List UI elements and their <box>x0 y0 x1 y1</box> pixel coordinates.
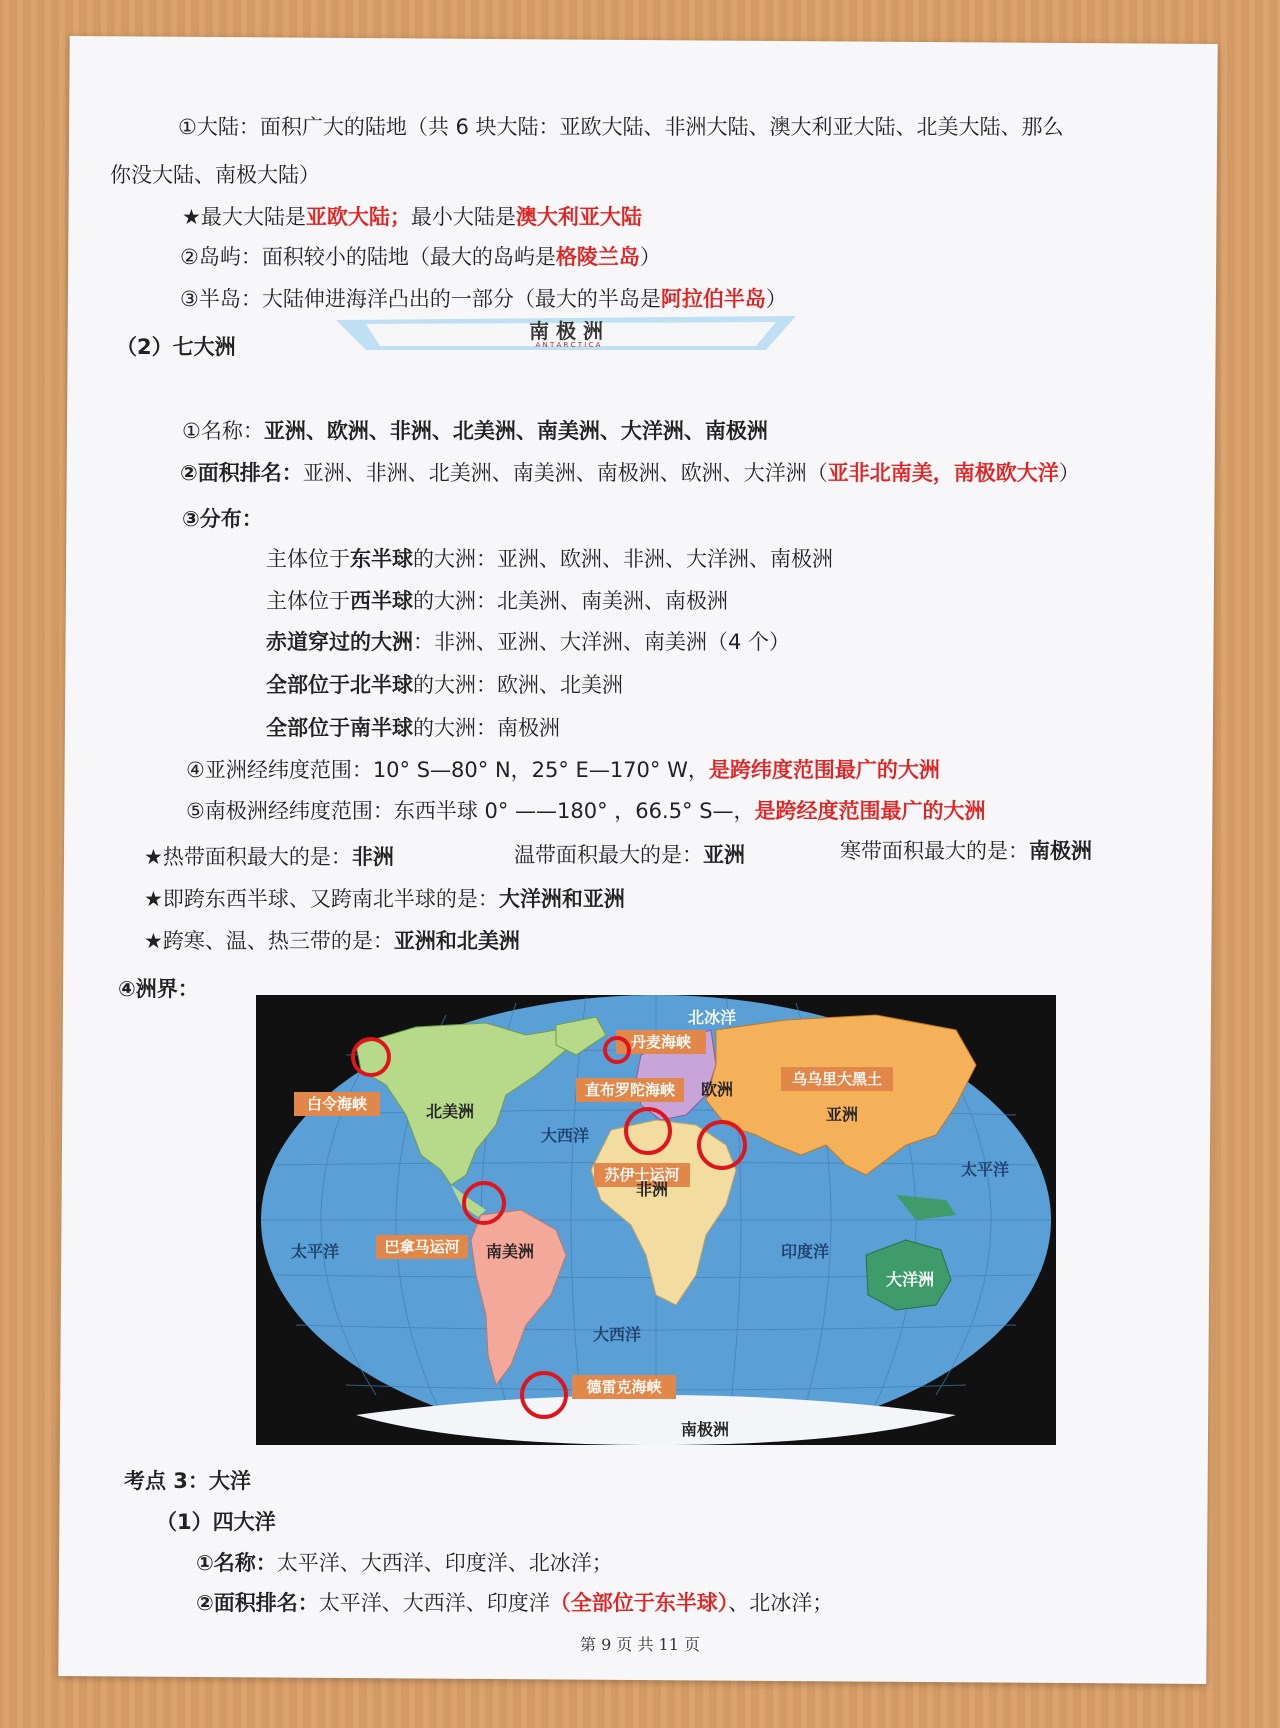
smallest-label: 最小大陆是 <box>410 205 516 229</box>
equator-b: ：非洲、亚洲、大洋洲、南美洲（4 个） <box>413 630 791 654</box>
ocean-names: 太平洋、大西洋、印度洋、北冰洋； <box>276 1551 613 1575</box>
label-drake: 德雷克海峡 <box>586 1378 662 1396</box>
four-oceans-heading: （1）四大洋 <box>156 1510 276 1534</box>
label-panama: 巴拿马运河 <box>384 1238 460 1256</box>
south-hemisphere-line <box>266 713 560 743</box>
label-europe: 欧洲 <box>701 1080 734 1099</box>
both-hemispheres-line <box>144 884 625 914</box>
equator-a: 赤道穿过的大洲 <box>266 630 413 654</box>
west-hemisphere-line <box>266 586 728 616</box>
ocean-area-b: 、北冰洋； <box>728 1591 834 1615</box>
cold-b: 南极洲 <box>1029 839 1092 863</box>
north-hemisphere-line <box>266 670 623 700</box>
ocean-area-red: （全部位于东半球） <box>549 1591 729 1615</box>
north-a: 全部位于北半球 <box>266 673 413 697</box>
ocean-area-line <box>196 1588 833 1618</box>
label-antarctica: 南极洲 <box>681 1420 730 1439</box>
cold-line <box>840 836 1092 866</box>
world-map <box>256 995 1056 1445</box>
dalu-definition-line1: ①大陆：面积广大的陆地（共 6 块大陆：亚欧大陆、非洲大陆、澳大利亚大陆、北美大陆、那么 <box>178 115 1064 139</box>
three-zones-line <box>144 926 520 956</box>
names-label: ①名称： <box>182 419 264 443</box>
label-oceania: 大洋洲 <box>886 1270 935 1289</box>
asia-range: ④亚洲经纬度范围：10° S—80° N，25° E—170° W， <box>186 758 709 782</box>
north-b: 的大洲：欧洲、北美洲 <box>413 673 623 697</box>
area-ranking-line <box>180 458 1080 488</box>
cold-a: 寒带面积最大的是： <box>840 839 1029 863</box>
label-pacific-w: 太平洋 <box>291 1242 340 1261</box>
smallest-continent: 澳大利亚大陆 <box>515 205 642 229</box>
ocean-area-label: ②面积排名： <box>196 1591 319 1615</box>
east-b: 东半球 <box>350 547 413 571</box>
peninsula-text: ③半岛：大陆伸进海洋凸出的一部分（最大的半岛是 <box>180 287 661 311</box>
banner-subtitle: A N T A R C T I C A <box>535 341 601 349</box>
label-gibraltar: 直布罗陀海峡 <box>584 1081 676 1099</box>
ocean-names-label: ①名称： <box>196 1551 277 1575</box>
east-a: 主体位于 <box>266 547 350 571</box>
antarctica-banner <box>336 316 796 350</box>
label-denmark: 丹麦海峡 <box>630 1033 692 1051</box>
west-a: 主体位于 <box>266 589 350 613</box>
continent-names-line <box>182 416 768 446</box>
area-list: 亚洲、非洲、北美洲、南美洲、南极洲、欧洲、大洋洲（ <box>302 461 828 485</box>
label-bering: 白令海峡 <box>306 1095 368 1113</box>
temp-a: 温带面积最大的是： <box>514 843 703 867</box>
west-c: 的大洲：北美洲、南美洲、南极洲 <box>413 589 728 613</box>
island-line <box>180 242 661 272</box>
east-c: 的大洲：亚洲、欧洲、非洲、大洋洲、南极洲 <box>413 547 833 571</box>
page-footer: 第 9 页 共 11 页 <box>580 1635 700 1654</box>
three-a: ★跨寒、温、热三带的是： <box>144 929 394 953</box>
temperate-line <box>514 840 745 870</box>
label-asia: 亚洲 <box>826 1105 859 1124</box>
both-a: ★即跨东西半球、又跨南北半球的是： <box>144 887 499 911</box>
south-a: 全部位于南半球 <box>266 716 413 740</box>
label-indian: 印度洋 <box>781 1242 830 1261</box>
continent-names: 亚洲、欧洲、非洲、北美洲、南美洲、大洋洲、南极洲 <box>263 419 768 443</box>
both-b: 大洋洲和亚洲 <box>498 887 625 911</box>
label-atlantic-s: 大西洋 <box>593 1325 642 1344</box>
island-text: ②岛屿：面积较小的陆地（最大的岛屿是 <box>180 245 556 269</box>
tropic-a: ★热带面积最大的是： <box>144 845 352 869</box>
peninsula-line <box>180 284 787 314</box>
largest-island: 格陵兰岛 <box>555 245 640 269</box>
largest-smallest-line <box>182 202 642 232</box>
boundary-label: ④洲界： <box>118 977 199 1001</box>
distribution-label: ③分布： <box>182 507 263 531</box>
antarctica-range-line <box>186 796 986 826</box>
label-suez: 苏伊士运河 <box>604 1166 680 1184</box>
label-africa: 非洲 <box>636 1180 669 1199</box>
ant-range: ⑤南极洲经纬度范围：东西半球 0° ——180° ，66.5° S—， <box>186 799 755 823</box>
label-south-america: 南美洲 <box>486 1242 535 1261</box>
label-atlantic-n: 大西洋 <box>541 1126 590 1145</box>
three-b: 亚洲和北美洲 <box>393 929 520 953</box>
dalu-definition-line2: 你没大陆、南极大陆） <box>110 163 320 187</box>
equator-line <box>266 627 790 657</box>
banner-title: 南 极 洲 <box>529 319 603 343</box>
area-label: ②面积排名： <box>180 461 303 485</box>
tropic-b: 非洲 <box>351 845 394 869</box>
label-pacific-e: 太平洋 <box>961 1160 1010 1179</box>
label-arctic: 北冰洋 <box>688 1008 737 1027</box>
star-prefix: ★最大大陆是 <box>182 205 306 229</box>
ocean-names-line <box>196 1548 613 1578</box>
ocean-area-a: 太平洋、大西洋、印度洋 <box>318 1591 550 1615</box>
label-north-america: 北美洲 <box>426 1102 475 1121</box>
west-b: 西半球 <box>350 589 413 613</box>
peninsula-suffix: ） <box>765 287 787 311</box>
largest-continent: 亚欧大陆； <box>305 205 411 229</box>
south-b: 的大洲：南极洲 <box>413 716 560 740</box>
area-mnemonic: 亚非北南美，南极欧大洋 <box>827 461 1059 485</box>
largest-peninsula: 阿拉伯半岛 <box>660 287 766 311</box>
island-suffix: ） <box>639 245 661 269</box>
temp-b: 亚洲 <box>703 843 745 867</box>
seven-continents-heading: （2）七大洲 <box>116 335 236 359</box>
asia-range-line <box>186 755 940 785</box>
area-end: ） <box>1058 461 1080 485</box>
tropic-line <box>144 842 394 872</box>
label-ural: 乌乌里大黑土 <box>791 1070 883 1088</box>
ant-red: 是跨经度范围最广的大洲 <box>754 799 986 823</box>
kaodian-heading: 考点 3：大洋 <box>124 1469 251 1493</box>
asia-red: 是跨纬度范围最广的大洲 <box>708 758 940 782</box>
east-hemisphere-line <box>266 544 833 574</box>
